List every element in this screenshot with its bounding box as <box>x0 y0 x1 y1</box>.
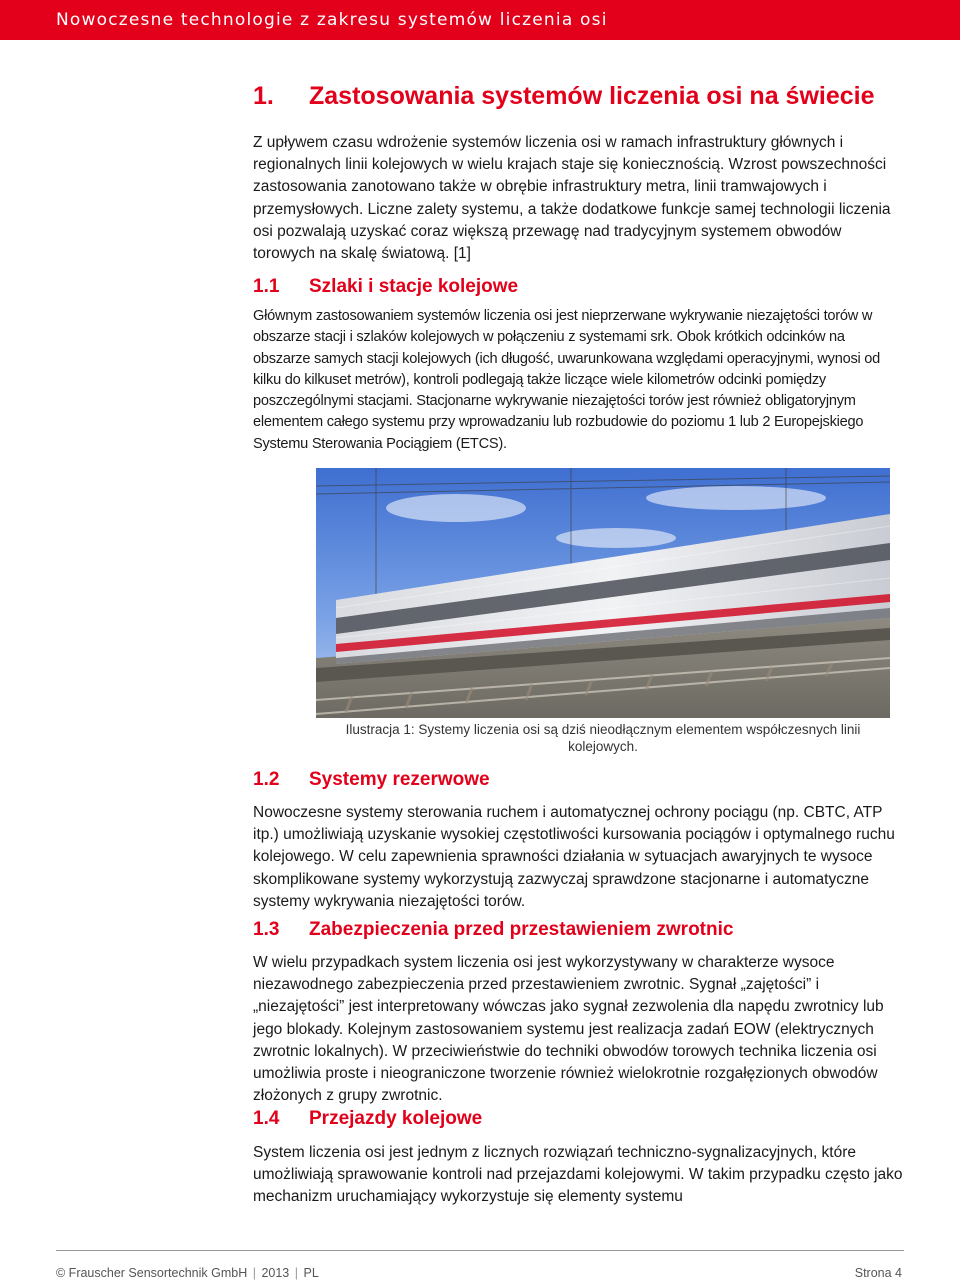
section-1-4-heading <box>253 1108 482 1130</box>
section-1-3-heading <box>253 919 733 941</box>
section-1-1-heading <box>253 276 518 298</box>
section-1-title: Zastosowania systemów liczenia osi na świecie <box>309 82 875 110</box>
page-number: Strona 4 <box>854 1266 902 1280</box>
section-1-2-title: Systemy rezerwowe <box>309 769 490 790</box>
section-1-2-heading <box>253 769 490 791</box>
footer-divider <box>56 1250 904 1251</box>
section-1-paragraph: Z upływem czasu wdrożenie systemów liczenia osi w ramach infrastruktury głównych i regionalnych linii kolejowych w wielu krajach staje się koniecznością. Wzrost powszechności zastosowania zanotowano także w obrębie infrastruktury metra, linii tramwajowych i przemysłowych. Liczne zalety systemu, a także dodatkowe funkcje samej technologii liczenia osi pozwalają uzyskać coraz większą przewagę nad tradycyjnym systemem obwodów torowych na skalę światową. [1] <box>253 134 891 263</box>
footer-year: 2013 <box>261 1266 290 1280</box>
running-header-title: Nowoczesne technologie z zakresu systemów liczenia osi <box>56 10 608 30</box>
footer-separator: | <box>294 1266 298 1280</box>
section-1-1-title: Szlaki i stacje kolejowe <box>309 276 519 297</box>
section-1-2-number: 1.2 <box>253 769 280 790</box>
section-1-number: 1. <box>253 82 274 110</box>
footer-company: © Frauscher Sensortechnik GmbH <box>56 1266 248 1280</box>
section-1-4-title: Przejazdy kolejowe <box>309 1108 483 1129</box>
section-1-3-paragraph: W wielu przypadkach system liczenia osi jest wykorzystywany w charakterze wysoce niezawodnego zabezpieczenia przed przestawieniem zwrotnic. Sygnał „zajętości” i „niezajętości” jest interpretowany wówczas jako sygnał zezwolenia dla napędu zwrotnicy lub jego blokady. Kolejnym zastosowaniem systemu jest realizacja zadań EOW (elektrycznych zwrotnic lokalnych). W przeciwieństwie do techniki obwodów torowych technika liczenia osi umożliwia proste i nieograniczone tworzenie również wielokrotnie rozgałęzionych obwodów złożonych z grupy zwrotnic. <box>253 954 884 1105</box>
page-header-bar <box>0 0 960 40</box>
section-1-4-paragraph: System liczenia osi jest jednym z licznych rozwiązań techniczno-sygnalizacyjnych, które umożliwiają sprawowanie kontroli nad przejazdami kolejowymi. W takim przypadku często jako mechanizm uruchamiający wykorzystuje się elementy systemu <box>253 1144 903 1206</box>
section-1-1-paragraph: Głównym zastosowaniem systemów liczenia osi jest nieprzerwane wykrywanie niezajętości torów w obszarze stacji i szlaków kolejowych w połączeniu z systemami srk. Obok krótkich odcinków na obszarze samych stacji kolejowych (ich długość, uwarunkowana względami operacyjnymi, wynosi od kilku do kilkuset metrów), kontroli podlegają także liczące wiele kilometrów odcinki pomiędzy poszczególnymi stacjami. Stacjonarne wykrywanie niezajętości torów jest również obligatoryjnym elementem całego systemu przy wprowadzaniu lub rozbudowie do poziomu 1 lub 2 Europejskiego Systemu Sterowania Pociągiem (ETCS). <box>253 308 881 452</box>
section-1-3-number: 1.3 <box>253 919 280 940</box>
section-1-4-number: 1.4 <box>253 1108 280 1129</box>
section-1-2-paragraph: Nowoczesne systemy sterowania ruchem i automatycznej ochrony pociągu (np. CBTC, ATP itp.) umożliwiają uzyskanie wysokiej częstotliwości kursowania pociągów i optymalnego ruchu kolejowego. W celu zapewnienia sprawności działania w sytuacjach awaryjnych te wysoce skomplikowane systemy wykorzystują zazwyczaj sprawdzone stacjonarne i automatyczne systemy wykrywania niezajętości torów. <box>253 804 895 910</box>
section-1-1-number: 1.1 <box>253 276 280 297</box>
footer-language: PL <box>303 1266 319 1280</box>
footer-info <box>56 1266 319 1280</box>
train-photo-image <box>316 468 890 718</box>
section-1-heading <box>253 82 933 111</box>
footer-separator: | <box>252 1266 256 1280</box>
section-1-3-title: Zabezpieczenia przed przestawieniem zwrotnic <box>309 919 734 940</box>
figure-caption: Ilustracja 1: Systemy liczenia osi są dziś nieodłącznym elementem współczesnych linii kolejowych. <box>345 722 861 754</box>
train-photo <box>316 468 890 718</box>
